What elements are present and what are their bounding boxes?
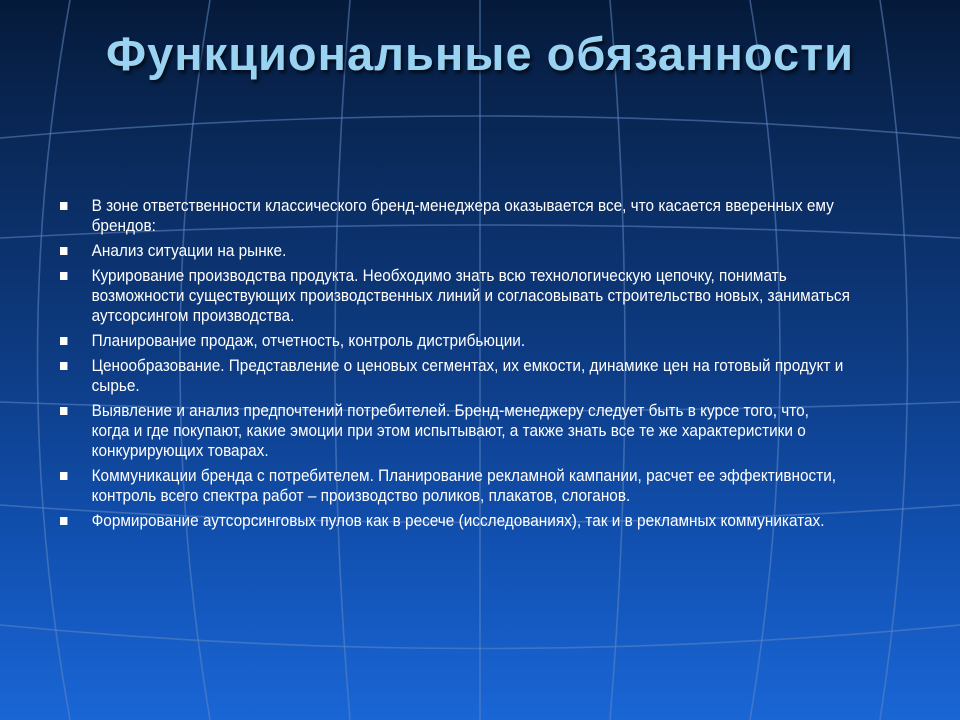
bullet-item — [60, 511, 851, 531]
slide-title: Функциональные обязанности — [105, 27, 854, 80]
bullet-item — [60, 331, 851, 351]
square-bullet-icon — [60, 202, 67, 210]
bullet-item — [60, 466, 851, 506]
bullet-item — [60, 266, 851, 326]
bullet-list — [60, 196, 910, 536]
square-bullet-icon — [60, 247, 67, 255]
square-bullet-icon — [60, 472, 67, 480]
bullet-item — [60, 241, 851, 261]
square-bullet-icon — [60, 272, 67, 280]
bullet-text: Формирование аутсорсинговых пулов как в ресече (исследованиях), так и в рекламных коммуникатах. — [91, 512, 825, 530]
bullet-text: Курирование производства продукта. Необходимо знать всю технологическую цепочку, понимать возможности существующих производственных линий и согласовывать строительство новых, заниматься аутсорсингом производства. — [91, 267, 850, 325]
bullet-text: Планирование продаж, отчетность, контроль дистрибьюции. — [91, 332, 526, 350]
bullet-item — [60, 356, 851, 396]
bullet-text: Коммуникации бренда с потребителем. Планирование рекламной кампании, расчет ее эффективности, контроль всего спектра работ – производство роликов, плакатов, слоганов. — [91, 467, 837, 505]
square-bullet-icon — [60, 337, 67, 345]
bullet-item — [60, 196, 851, 236]
square-bullet-icon — [60, 517, 67, 525]
square-bullet-icon — [60, 362, 67, 370]
bullet-text: Ценообразование. Представление о ценовых сегментах, их емкости, динамике цен на готовый продукт и сырье. — [91, 357, 844, 395]
bullet-text: Выявление и анализ предпочтений потребителей. Бренд-менеджеру следует быть в курсе того, что, когда и где покупают, какие эмоции при этом испытывают, а также знать все те же характеристики о конкурирующих товарах. — [91, 402, 809, 460]
square-bullet-icon — [60, 407, 67, 415]
bullet-text: Анализ ситуации на рынке. — [91, 242, 287, 260]
bullet-text: В зоне ответственности классического бренд-менеджера оказывается все, что касается вверенных ему брендов: — [91, 197, 834, 235]
bullet-item — [60, 401, 851, 461]
